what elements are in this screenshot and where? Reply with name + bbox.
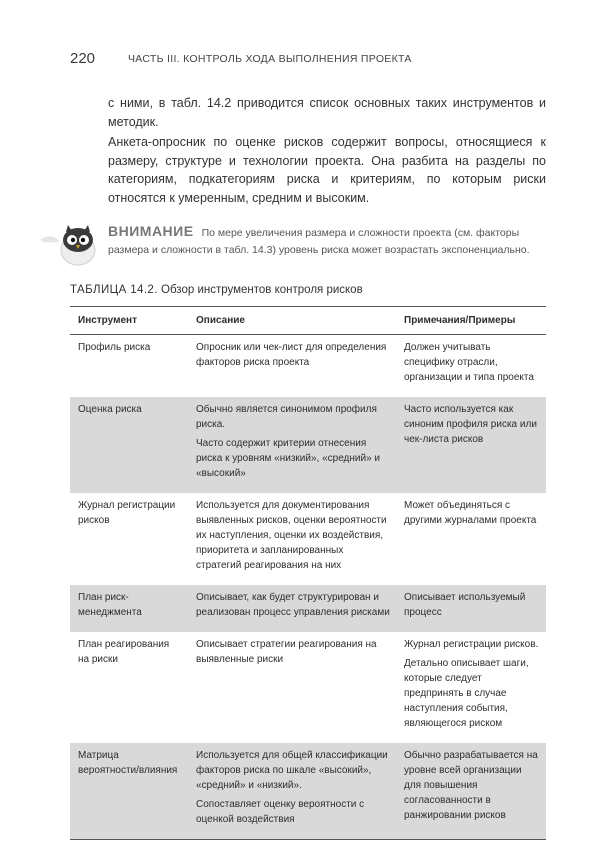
- table-row: [70, 335, 546, 398]
- cell-description: [188, 743, 396, 840]
- body-paragraph-1: с ними, в табл. 14.2 приводится список основных таких инструментов и методик.: [108, 96, 546, 129]
- description-text: Описывает, как будет структурирован и реализован процесс управления рисками: [196, 592, 390, 618]
- table-row: [70, 743, 546, 840]
- cell-tool: Матрица вероятности/влияния: [70, 743, 188, 840]
- description-text: Сопоставляет оценку вероятности с оценкой воздействия: [196, 799, 365, 825]
- description-text: Обычно является синонимом профиля риска.: [196, 404, 377, 430]
- cell-tool: План риск-менеджмента: [70, 585, 188, 632]
- cell-notes: [396, 493, 546, 585]
- running-title: ЧАСТЬ III. КОНТРОЛЬ ХОДА ВЫПОЛНЕНИЯ ПРОЕКТА: [128, 53, 412, 65]
- notes-text: Часто используется как синоним профиля риска или чек-листа рисков: [404, 404, 537, 445]
- cell-tool: Профиль риска: [78, 342, 151, 353]
- cell-tool: План реагирования на риски: [78, 639, 170, 665]
- cell-description: [188, 585, 396, 632]
- notes-text: Детально описывает шаги, которые следует предпринять в случае наступления события, являющегося риском: [404, 658, 529, 729]
- note-text: [108, 223, 548, 259]
- notes-text: Должен учитывать специфику отрасли, организации и типа проекта: [404, 342, 534, 383]
- page-number: 220: [70, 50, 96, 67]
- cell-tool: Оценка риска: [70, 397, 188, 493]
- attention-note: [38, 218, 550, 268]
- cell-notes: [396, 632, 546, 743]
- body-paragraph-2: Анкета-опросник по оценке рисков содержит вопросы, относящиеся к размеру, структуре и технологии проекта. Она разбита на разделы по категориям, подкатегориям риска и критериям, по которым риски относятся к умеренным, средним и высоким.: [108, 135, 546, 205]
- cell-notes: [396, 743, 546, 840]
- cell-description: [188, 397, 396, 493]
- note-body: По мере увеличения размера и сложности проекта (см. факторы размера и сложности в табл. 14.3) уровень риска может возрастать экспоненциально.: [108, 227, 530, 256]
- table-caption: [70, 284, 363, 296]
- notes-text: Может объединяться с другими журналами проекта: [404, 500, 537, 526]
- cell-notes: [396, 335, 546, 398]
- owl-mascot-icon: [38, 220, 100, 266]
- notes-text: Обычно разрабатывается на уровне всей организации для повышения согласованности в ранжировании рисков: [404, 750, 538, 821]
- notes-text: Журнал регистрации рисков.: [404, 639, 539, 650]
- description-text: Часто содержит критерии отнесения риска к уровням «низкий», «средний» и «высокий»: [196, 438, 380, 479]
- column-header-tool: Инструмент: [70, 307, 188, 335]
- risk-tools-table: [70, 306, 546, 840]
- table-caption-label: ТАБЛИЦА 14.2.: [70, 284, 158, 296]
- cell-tool: Журнал регистрации рисков: [78, 500, 176, 526]
- page-header: [70, 50, 550, 68]
- cell-description: [188, 493, 396, 585]
- description-text: Используется для документирования выявленных рисков, оценки вероятности их наступления, оценки их воздействия, приоритета и запланированных стратегий реагирования на них: [196, 500, 387, 571]
- table-row: [70, 397, 546, 493]
- table-header-row: [70, 307, 546, 335]
- table-row: [70, 493, 546, 585]
- table-caption-text: Обзор инструментов контроля рисков: [161, 284, 363, 296]
- table-row: [70, 632, 546, 743]
- cell-notes: [396, 585, 546, 632]
- cell-description: [188, 632, 396, 743]
- column-header-notes: Примечания/Примеры: [396, 307, 546, 335]
- note-heading: ВНИМАНИЕ: [108, 223, 194, 239]
- column-header-description: Описание: [188, 307, 396, 335]
- notes-text: Описывает используемый процесс: [404, 592, 526, 618]
- description-text: Используется для общей классификации факторов риска по шкале «высокий», «средний» и «низкий».: [196, 750, 388, 791]
- description-text: Опросник или чек-лист для определения факторов риска проекта: [196, 342, 387, 368]
- table-row: [70, 585, 546, 632]
- cell-description: [188, 335, 396, 398]
- description-text: Описывает стратегии реагирования на выявленные риски: [196, 639, 377, 665]
- cell-notes: [396, 397, 546, 493]
